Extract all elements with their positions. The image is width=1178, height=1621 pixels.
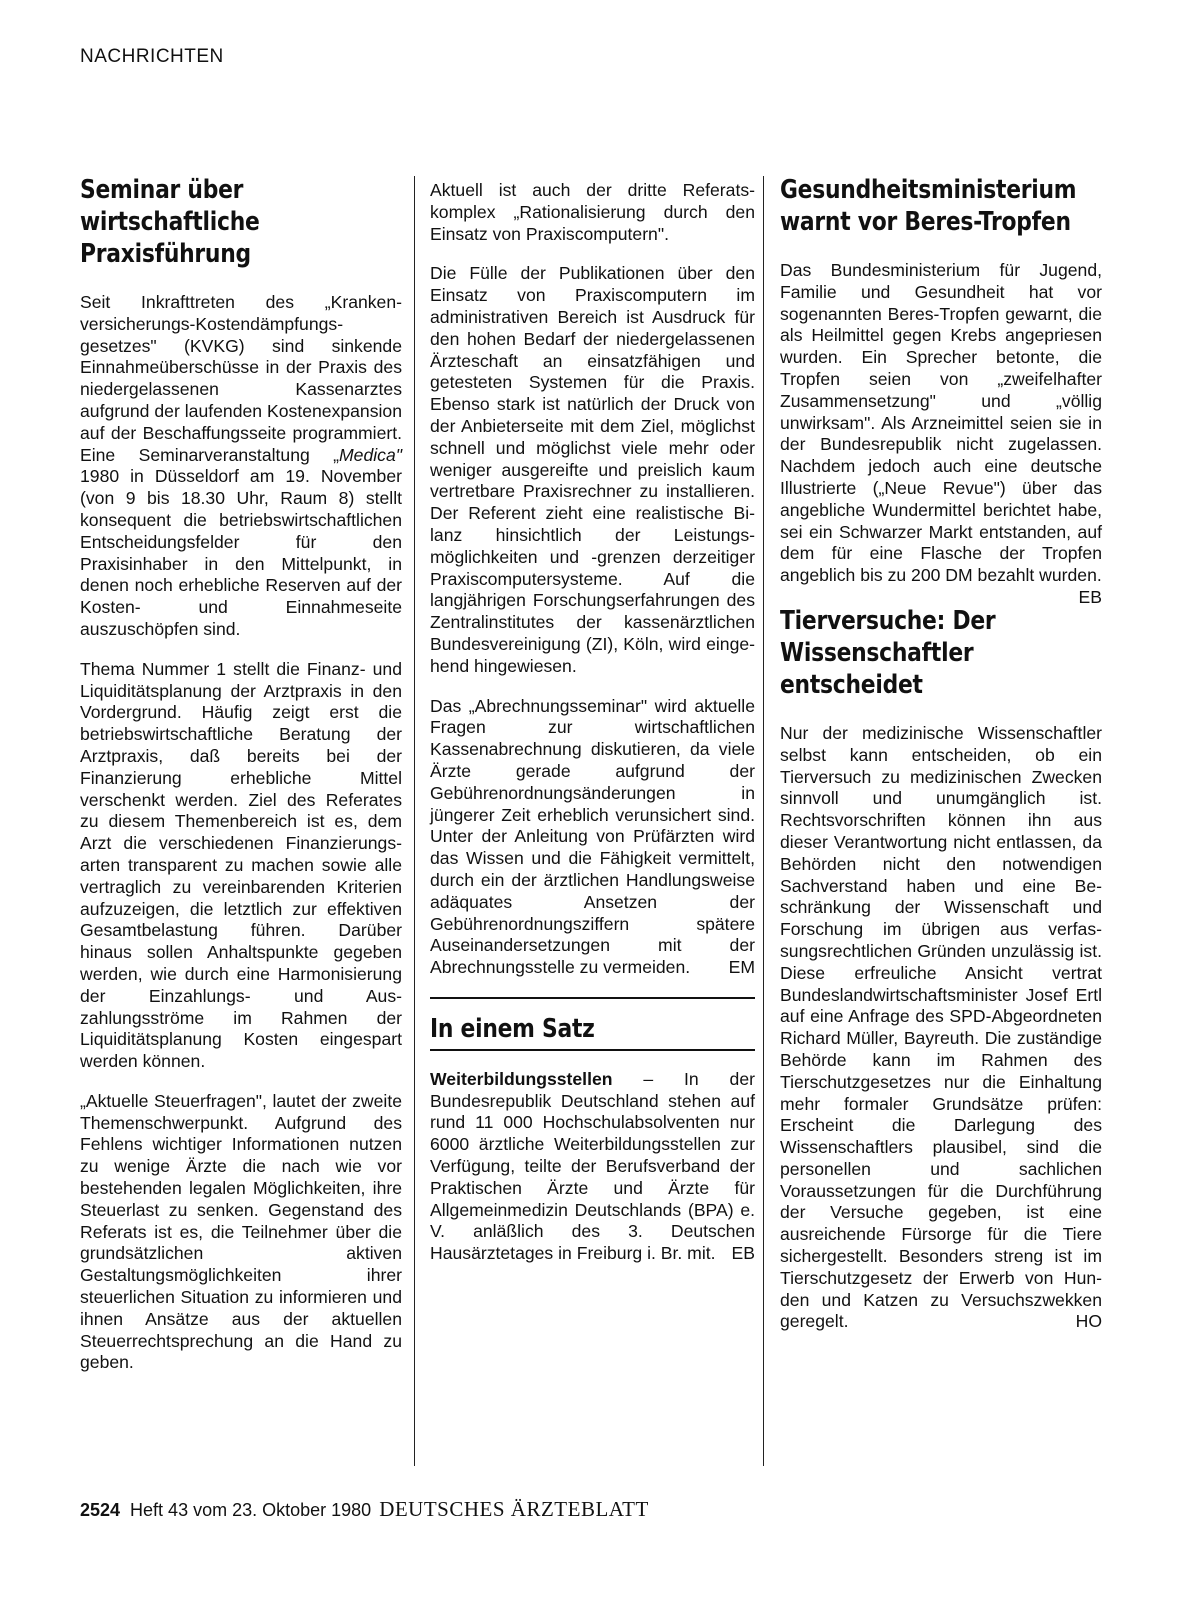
column-1 (80, 174, 402, 1392)
paragraph: Thema Nummer 1 stellt die Finanz- und Liquiditätsplanung der Arztpraxis in den Vordergrund. Häufig zeigt erst die betriebswirtschaftliche Beratung der Arztpraxis, daß bereits bei der Finanzierung erhebliche Mittel verschenkt werden. Ziel des Referates zu diesem Themenbereich ist es, dem Arzt die verschiedenen Finanzierungsarten transparent zu machen sowie alle vertraglich zu vereinbarenden Kriterien aufzuzeigen, die letztlich zur effektiven Gesamtbelastung führen. Darüber hinaus sollen Anhaltspunkte gegeben werden, wie durch eine Harmonisierung der Einzahlungs- und Auszahlungsströme im Rahmen der Liquiditätsplanung Kosten eingespart werden können. (80, 658, 402, 1072)
paragraph: Seit Inkrafttreten des „Krankenversicherungs-Kostendämpfungsgesetzes" (KVKG) sind sinkende Einnahmeüberschüsse in der Praxis des niedergelassenen Kassenarztes aufgrund der laufenden Kostenexpansion auf der Beschaffungsseite programmiert. Eine Seminarveranstaltung „Medica" 1980 in Düsseldorf am 19. November (von 9 bis 18.30 Uhr, Raum 8) stellt konsequent die betriebswirtschaftlichen Entscheidungsfelder für den Praxisinhaber in den Mittelpunkt, in denen noch erhebliche Reserven auf der Kosten- und Einnahmeseite auszuschöpfen sind. (80, 292, 402, 639)
column-divider (763, 176, 764, 1466)
paragraph: Aktuell ist auch der dritte Referatskomplex „Rationalisierung durch den Einsatz von Praxiscomputern". (430, 180, 755, 244)
rule (430, 1049, 755, 1051)
author-signature: HO (1075, 1311, 1102, 1332)
column-3 (780, 174, 1102, 1351)
rule (430, 997, 755, 999)
paragraph: Die Fülle der Publikationen über den Einsatz von Praxiscomputern im administrativen Bereich ist Ausdruck für den hohen Bedarf der niedergelassenen Ärzteschaft an einsatzfähigen und getesteten Systemen für die Praxis. Ebenso stark ist natürlich der Druck von der Anbieterseite mit dem Ziel, möglichst schnell und möglichst viele mehr oder weniger ausgereifte und preislich kaum vertretbare Praxisrechner zu installieren. Der Referent zieht eine realistische Bilanz hinsichtlich der Leistungsmöglichkeiten und -grenzen derzeitiger Praxiscomputersysteme. Auf die langjährigen Forschungserfahrungen des Zentralinstitutes der kassenärztlichen Bundesvereinigung (ZI), Köln, wird eingehend hingewiesen. (430, 263, 755, 676)
paragraph: Weiterbildungsstellen – In der Bundesrepublik Deutschland stehen auf rund 11 000 Hochschulabsolventen nur 6000 ärztliche Weiterbildungsstellen zur Verfügung, teilte der Berufsverband der Praktischen Ärzte und Ärzte für Allgemeinmedizin Deutschlands (BPA) e. V. anläßlich des 3. Deutschen Hausärztetages in Freiburg i. Br. mit. EB (430, 1068, 755, 1264)
paragraph: Das Bundesministerium für Jugend, Familie und Gesundheit hat vor sogenannten Beres-Tropfen gewarnt, die als Heilmittel gegen Krebs angepriesen wurden. Ein Sprecher betonte, die Tropfen seien von „zweifelhafter Zusammensetzung" und „völlig unwirksam". Als Arzneimittel seien sie in der Bundesrepublik nicht zugelassen. Nachdem jedoch auch eine deutsche Illustrierte („Neue Revue") über das angebliche Wundermittel berichtet habe, sei ein Schwarzer Markt entstanden, auf dem für eine Flasche der Tropfen angeblich bis zu 200 DM bezahlt wurden. EB (780, 260, 1102, 607)
page-number: 2524 (80, 1500, 121, 1520)
section-label: NACHRICHTEN (80, 46, 224, 67)
article-title-beres-tropfen: Gesundheitsministerium warnt vor Beres-Tropfen (780, 175, 1077, 237)
journal-name: DEUTSCHES ÄRZTEBLATT (379, 1497, 649, 1521)
author-signature: EB (731, 1243, 755, 1264)
paragraph: Das „Abrechnungsseminar" wird aktuelle Fragen zur wirtschaftlichen Kassenabrechnung diskutieren, da viele Ärzte gerade aufgrund der Gebührenordnungsänderungen in jüngerer Zeit erheblich verunsichert sind. Unter der Anleitung von Prüfärzten wird das Wissen und die Fähigkeit vermittelt, durch ein der ärztlichen Handlungsweise adäquates Ansetzen der Gebührenordnungsziffern spätere Auseinandersetzungen mit der Abrechnungsstelle zu vermeiden. EM (430, 695, 755, 978)
article-title-tierversuche: Tierversuche: Der Wissenschaftler entscheidet (780, 605, 996, 700)
article-title-seminar: Seminar über wirtschaftliche Praxisführung (80, 175, 260, 269)
article-title-in-einem-satz: In einem Satz (430, 1013, 595, 1044)
page-footer (80, 1497, 649, 1522)
issue-info: Heft 43 vom 23. Oktober 1980 (130, 1500, 372, 1520)
author-signature: EM (728, 957, 755, 978)
author-signature: EB (1078, 586, 1102, 607)
paragraph: „Aktuelle Steuerfragen", lautet der zweite Themenschwerpunkt. Aufgrund des Fehlens wichtiger Informationen nutzen zu wenige Ärzte die nach wie vor bestehenden legalen Möglichkeiten, ihre Steuerlast zu senken. Gegenstand des Referats ist es, die Teilnehmer über die grundsätzlichen aktiven Gestaltungsmöglichkeiten ihrer steuerlichen Situation zu informieren und ihnen Ansätze aus der aktuellen Steuerrechtsprechung an die Hand zu geben. (80, 1090, 402, 1373)
column-2 (430, 180, 755, 1283)
column-divider (414, 176, 415, 1466)
paragraph: Nur der medizinische Wissenschaftler selbst kann entscheiden, ob ein Tierversuch zu medizinischen Zwecken sinnvoll und unumgänglich ist. Rechtsvorschriften können ihn aus dieser Verantwortung nicht entlassen, da Behörden nicht den notwendigen Sachverstand haben und eine Beschränkung der Wissenschaft und Forschung im übrigen aus verfassungsrechtlichen Gründen unzulässig ist. Diese erfreuliche Ansicht vertrat Bundeslandwirtschaftsminister Josef Ertl auf eine Anfrage des SPD-Abgeordneten Richard Müller, Bayreuth. Die zuständige Behörde kann im Rahmen des Tierschutzgesetzes nur die Einhaltung mehr formaler Grundsätze prüfen: Erscheint die Darlegung des Wissenschaftlers plausibel, sind die personellen und sachlichen Voraussetzungen für die Durchführung der Versuche gegeben, ist eine ausreichende Fürsorge für die Tiere sichergestellt. Besonders streng ist im Tierschutzgesetz der Erwerb von Hunden und Katzen zu Versuchszwekken geregelt. HO (780, 722, 1102, 1332)
